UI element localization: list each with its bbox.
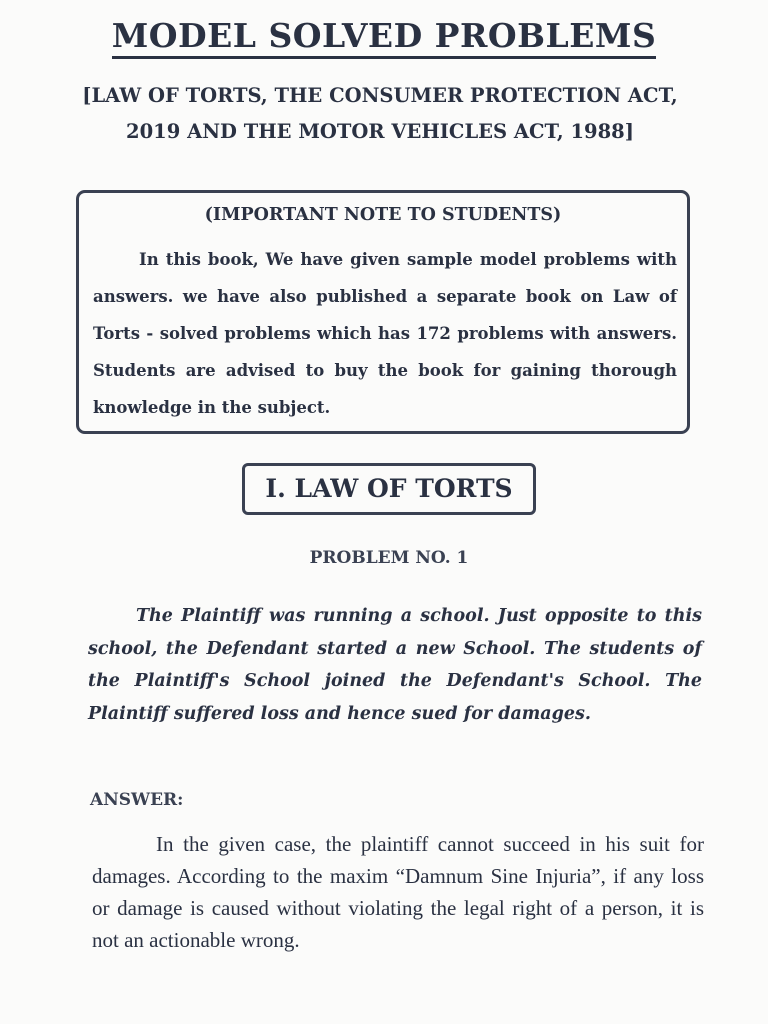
answer-label: ANSWER: (90, 790, 184, 810)
page-title (0, 16, 768, 55)
note-heading: (IMPORTANT NOTE TO STUDENTS) (204, 205, 562, 225)
problem-heading: PROBLEM NO. 1 (309, 548, 469, 568)
important-note-box (76, 190, 690, 434)
note-text: In this book, We have given sample model problems with answers. we have also published a separate book on Law of Torts - solved problems which has 172 problems with answers. Students are advised to buy the book for gaining thorough knowledge in the subject. (93, 250, 677, 417)
page-subtitle: [LAW OF TORTS, THE CONSUMER PROTECTION ACT, 2019 AND THE MOTOR VEHICLES ACT, 1988] (82, 84, 678, 143)
section-title: I. LAW OF TORTS (265, 474, 513, 503)
answer-text: In the given case, the plaintiff cannot succeed in his suit for damages. According to the maxim “Damnum Sine Injuria”, if any loss or damage is caused without violating the legal right of a person, it is not an actionable wrong. (92, 832, 704, 952)
section-title-box (242, 463, 536, 515)
problem-statement: The Plaintiff was running a school. Just opposite to this school, the Defendant started a new School. The students of the Plaintiff's School joined the Defendant's School. The Plaintiff suffered loss and hence sued for damages. (88, 606, 702, 724)
page-title-text: MODEL SOLVED PROBLEMS (112, 16, 657, 59)
